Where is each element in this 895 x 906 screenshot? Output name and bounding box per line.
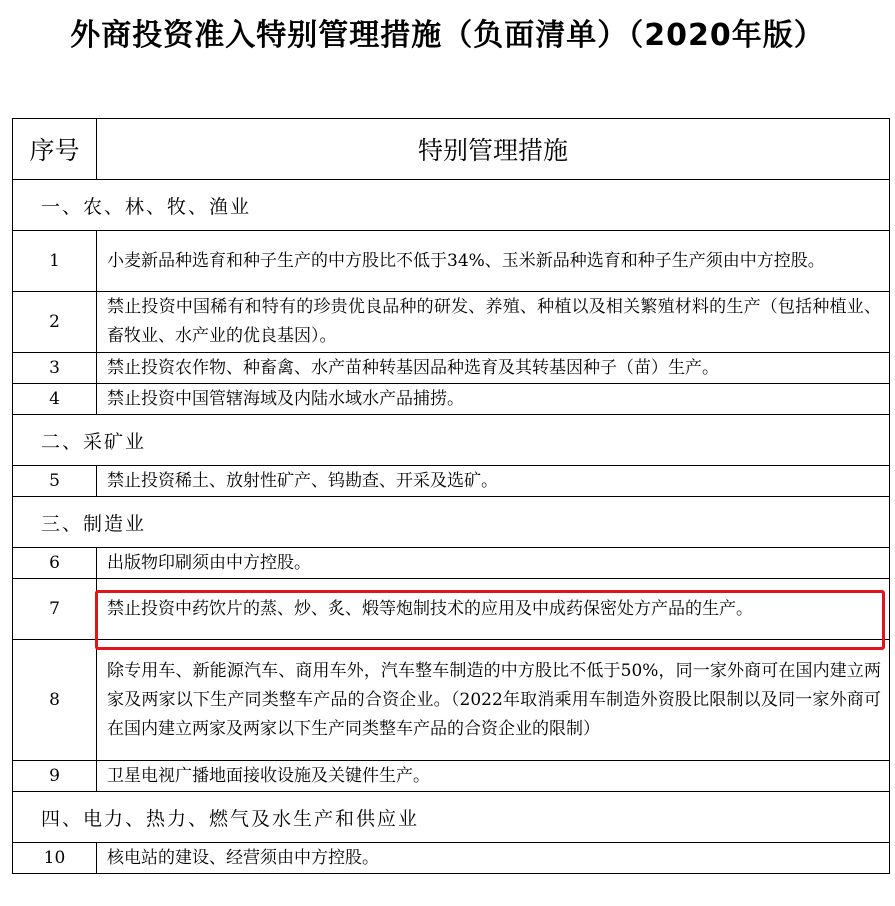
item-text: 禁止投资中国管辖海域及内陆水域水产品捕捞。	[97, 384, 890, 415]
table-row	[13, 466, 890, 497]
item-number: 8	[13, 640, 97, 761]
table-row	[13, 761, 890, 792]
section-row	[13, 792, 890, 843]
table-row	[13, 640, 890, 761]
item-number: 1	[13, 231, 97, 292]
section-heading: 二、采矿业	[13, 415, 890, 466]
item-text: 核电站的建设、经营须由中方控股。	[97, 843, 890, 874]
item-number: 5	[13, 466, 97, 497]
item-text: 禁止投资农作物、种畜禽、水产苗种转基因品种选育及其转基因种子（苗）生产。	[97, 353, 890, 384]
section-heading: 一、农、林、牧、渔业	[13, 180, 890, 231]
item-number: 10	[13, 843, 97, 874]
item-number: 9	[13, 761, 97, 792]
table-row	[13, 843, 890, 874]
table-header-row	[13, 119, 890, 180]
table-row	[13, 292, 890, 353]
item-number: 7	[13, 579, 97, 640]
item-text: 禁止投资中国稀有和特有的珍贵优良品种的研发、养殖、种植以及相关繁殖材料的生产（包括种植业、畜牧业、水产业的优良基因）。	[97, 292, 890, 353]
section-row	[13, 180, 890, 231]
item-text: 禁止投资稀土、放射性矿产、钨勘查、开采及选矿。	[97, 466, 890, 497]
header-number: 序号	[13, 119, 97, 180]
section-row	[13, 497, 890, 548]
section-heading: 三、制造业	[13, 497, 890, 548]
item-text: 禁止投资中药饮片的蒸、炒、炙、煅等炮制技术的应用及中成药保密处方产品的生产。	[97, 579, 890, 640]
item-text: 除专用车、新能源汽车、商用车外，汽车整车制造的中方股比不低于50%，同一家外商可在国内建立两家及两家以下生产同类整车产品的合资企业。（2022年取消乘用车制造外资股比限制以及同一家外商可在国内建立两家及两家以下生产同类整车产品的合资企业的限制）	[97, 640, 890, 761]
item-text: 卫星电视广播地面接收设施及关键件生产。	[97, 761, 890, 792]
item-number: 2	[13, 292, 97, 353]
table-row	[13, 384, 890, 415]
table-row	[13, 353, 890, 384]
item-number: 6	[13, 548, 97, 579]
header-measures: 特别管理措施	[97, 119, 890, 180]
section-heading: 四、电力、热力、燃气及水生产和供应业	[13, 792, 890, 843]
item-number: 3	[13, 353, 97, 384]
table-row	[13, 548, 890, 579]
item-number: 4	[13, 384, 97, 415]
table-row-highlighted	[13, 579, 890, 640]
table-row	[13, 231, 890, 292]
section-row	[13, 415, 890, 466]
item-text: 出版物印刷须由中方控股。	[97, 548, 890, 579]
page-title: 外商投资准入特别管理措施（负面清单）（2020年版）	[70, 18, 825, 53]
item-text: 小麦新品种选育和种子生产的中方股比不低于34%、玉米新品种选育和种子生产须由中方控股。	[97, 231, 890, 292]
negative-list-table	[12, 118, 890, 874]
